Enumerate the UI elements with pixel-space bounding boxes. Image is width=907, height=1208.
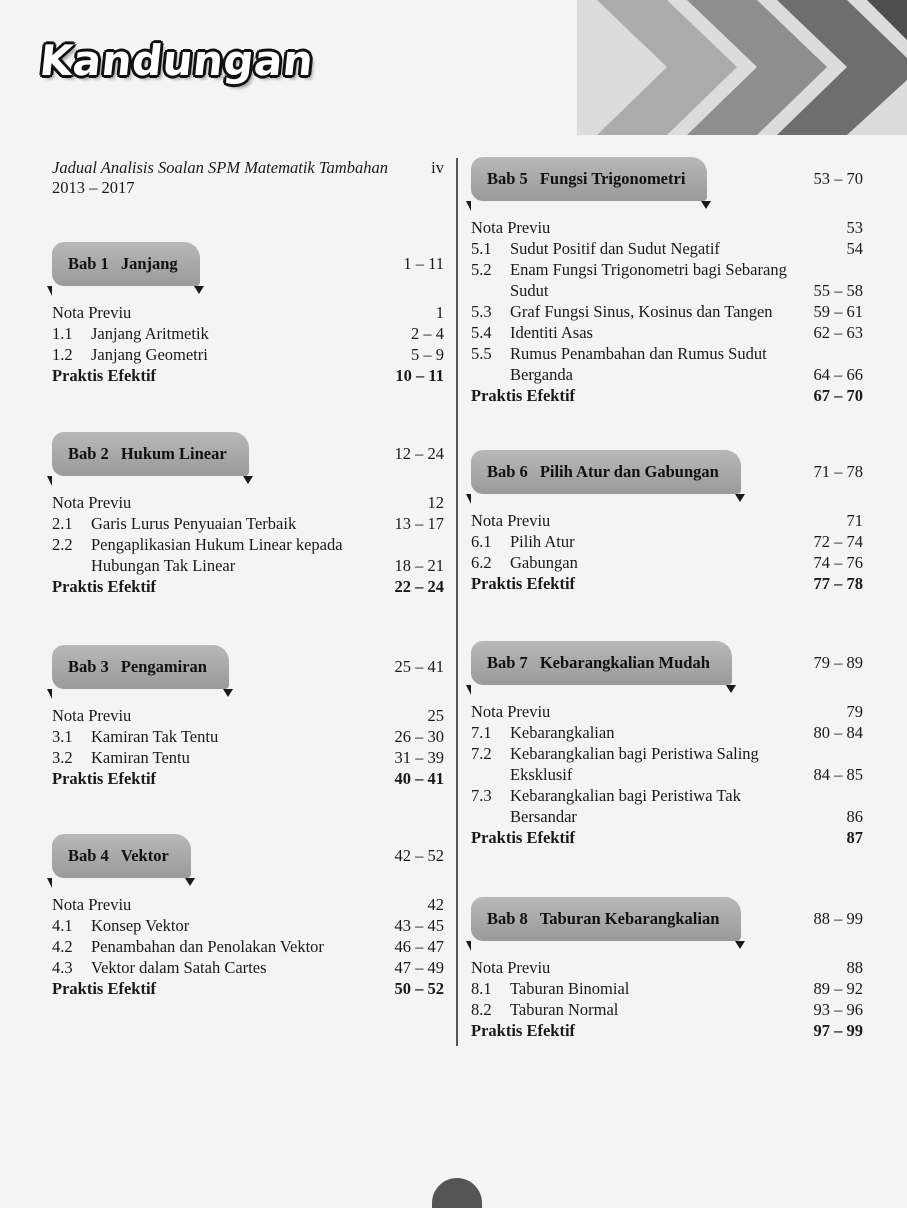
chapter-name: Hukum Linear bbox=[120, 444, 227, 463]
entry-label: Nota Previu bbox=[52, 706, 132, 725]
entry-number: 3.2 bbox=[52, 748, 73, 767]
chapter-heading[interactable] bbox=[471, 157, 707, 201]
toc-entry[interactable] bbox=[52, 768, 444, 789]
chapter-number: Bab 4 bbox=[68, 846, 109, 865]
entry-label: Kebarangkalian bagi Peristiwa Tak Bersandar bbox=[510, 786, 741, 826]
chapter-heading[interactable] bbox=[52, 432, 249, 476]
chapter-number: Bab 3 bbox=[68, 657, 109, 676]
entry-page: 64 – 66 bbox=[813, 365, 863, 384]
entry-number: 5.2 bbox=[471, 260, 492, 279]
toc-entry[interactable] bbox=[471, 722, 863, 743]
chapter-heading[interactable] bbox=[471, 450, 741, 494]
chapter-name: Kebarangkalian Mudah bbox=[539, 653, 710, 672]
chapter-heading[interactable] bbox=[471, 897, 741, 941]
entry-page: 72 – 74 bbox=[813, 532, 863, 551]
entry-page: 79 bbox=[846, 702, 863, 721]
entry-number: 7.2 bbox=[471, 744, 492, 763]
chapter-entries bbox=[471, 510, 863, 594]
column-divider bbox=[456, 158, 458, 1046]
entry-label: Praktis Efektif bbox=[52, 577, 157, 596]
chapter-heading[interactable] bbox=[52, 242, 200, 286]
entry-page: 40 – 41 bbox=[394, 769, 444, 788]
entry-label: Praktis Efektif bbox=[52, 769, 157, 788]
chapter-pages: 53 – 70 bbox=[813, 169, 863, 188]
entry-label: Janjang Aritmetik bbox=[91, 324, 209, 343]
entry-label: Pilih Atur bbox=[510, 532, 575, 551]
toc-entry[interactable] bbox=[52, 534, 444, 576]
entry-page: 1 bbox=[435, 303, 444, 322]
entry-label: Praktis Efektif bbox=[471, 1021, 576, 1040]
chapter-entries bbox=[52, 492, 444, 597]
entry-page: 53 bbox=[846, 218, 863, 237]
entry-page: 22 – 24 bbox=[394, 577, 444, 596]
entry-page: 88 bbox=[846, 958, 863, 977]
entry-label: Rumus Penambahan dan Rumus Sudut Berganda bbox=[510, 344, 767, 384]
toc-entry[interactable] bbox=[52, 492, 444, 513]
entry-label: Kamiran Tak Tentu bbox=[91, 727, 219, 746]
entry-number: 8.2 bbox=[471, 1000, 492, 1019]
entry-label: Kamiran Tentu bbox=[91, 748, 190, 767]
toc-entry[interactable] bbox=[471, 259, 863, 301]
chapter-number: Bab 5 bbox=[487, 169, 528, 188]
entry-page: 5 – 9 bbox=[411, 345, 444, 364]
intro-entry bbox=[52, 158, 444, 198]
chapter-block bbox=[52, 242, 444, 386]
entry-page: 67 – 70 bbox=[813, 386, 863, 405]
entry-page: 10 – 11 bbox=[395, 366, 444, 385]
entry-number: 2.1 bbox=[52, 514, 73, 533]
toc-entry[interactable] bbox=[471, 531, 863, 552]
entry-number: 4.2 bbox=[52, 937, 73, 956]
entry-label: Penambahan dan Penolakan Vektor bbox=[91, 937, 324, 956]
entry-label: Nota Previu bbox=[471, 511, 551, 530]
entry-label: Praktis Efektif bbox=[471, 574, 576, 593]
toc-entry[interactable] bbox=[52, 513, 444, 534]
entry-page: 84 – 85 bbox=[813, 765, 863, 784]
chapter-pages: 79 – 89 bbox=[813, 653, 863, 672]
entry-label: Kebarangkalian bbox=[510, 723, 615, 742]
chapter-entries bbox=[471, 957, 863, 1041]
intro-page: iv bbox=[431, 158, 444, 177]
entry-label: Praktis Efektif bbox=[52, 979, 157, 998]
toc-entry[interactable] bbox=[52, 344, 444, 365]
chapter-heading[interactable] bbox=[471, 641, 732, 685]
chapter-number: Bab 2 bbox=[68, 444, 109, 463]
entry-page: 31 – 39 bbox=[394, 748, 444, 767]
entry-page: 86 bbox=[846, 807, 863, 826]
entry-page: 89 – 92 bbox=[813, 979, 863, 998]
toc-entry[interactable] bbox=[52, 978, 444, 999]
chapter-name: Janjang bbox=[120, 254, 178, 273]
toc-entry[interactable] bbox=[471, 301, 863, 322]
toc-entry[interactable] bbox=[471, 343, 863, 385]
entry-label: Enam Fungsi Trigonometri bagi Sebarang Sudut bbox=[510, 260, 787, 300]
entry-label: Taburan Normal bbox=[510, 1000, 619, 1019]
chapter-name: Pilih Atur dan Gabungan bbox=[539, 462, 719, 481]
entry-number: 1.2 bbox=[52, 345, 73, 364]
entry-label: Konsep Vektor bbox=[91, 916, 190, 935]
chapter-pages: 25 – 41 bbox=[394, 657, 444, 676]
chapter-block bbox=[471, 157, 863, 406]
entry-number: 5.4 bbox=[471, 323, 492, 342]
entry-page: 97 – 99 bbox=[813, 1021, 863, 1040]
entry-label: Vektor dalam Satah Cartes bbox=[91, 958, 267, 977]
entry-number: 6.1 bbox=[471, 532, 492, 551]
entry-label: Nota Previu bbox=[471, 958, 551, 977]
entry-page: 59 – 61 bbox=[813, 302, 863, 321]
chapter-block bbox=[471, 641, 863, 848]
toc-entry[interactable] bbox=[471, 1020, 863, 1041]
entry-page: 43 – 45 bbox=[394, 916, 444, 935]
entry-label: Pengaplikasian Hukum Linear kepada Hubungan Tak Linear bbox=[91, 535, 343, 575]
entry-number: 7.1 bbox=[471, 723, 492, 742]
entry-label: Nota Previu bbox=[52, 493, 132, 512]
entry-page: 18 – 21 bbox=[394, 556, 444, 575]
toc-entry[interactable] bbox=[471, 217, 863, 238]
toc-entry[interactable] bbox=[471, 978, 863, 999]
entry-label: Praktis Efektif bbox=[471, 828, 576, 847]
toc-entry[interactable] bbox=[471, 957, 863, 978]
entry-number: 8.1 bbox=[471, 979, 492, 998]
entry-page: 13 – 17 bbox=[394, 514, 444, 533]
entry-page: 77 – 78 bbox=[813, 574, 863, 593]
entry-page: 12 bbox=[427, 493, 444, 512]
toc-entry[interactable] bbox=[471, 552, 863, 573]
entry-number: 5.1 bbox=[471, 239, 492, 258]
chapter-number: Bab 7 bbox=[487, 653, 528, 672]
entry-page: 62 – 63 bbox=[813, 323, 863, 342]
toc-entry[interactable] bbox=[52, 957, 444, 978]
chapter-entries bbox=[52, 705, 444, 789]
entry-label: Graf Fungsi Sinus, Kosinus dan Tangen bbox=[510, 302, 773, 321]
entry-number: 7.3 bbox=[471, 786, 492, 805]
entry-number: 5.3 bbox=[471, 302, 492, 321]
toc-entry[interactable] bbox=[471, 999, 863, 1020]
entry-number: 4.3 bbox=[52, 958, 73, 977]
chapter-heading[interactable] bbox=[52, 645, 229, 689]
entry-label: Identiti Asas bbox=[510, 323, 593, 342]
page-title: Kandungan bbox=[37, 36, 317, 85]
chapter-number: Bab 8 bbox=[487, 909, 528, 928]
entry-page: 25 bbox=[427, 706, 444, 725]
chapter-name: Taburan Kebarangkalian bbox=[539, 909, 720, 928]
chapter-pages: 1 – 11 bbox=[403, 254, 444, 273]
entry-page: 55 – 58 bbox=[813, 281, 863, 300]
chapter-block bbox=[52, 645, 444, 789]
toc-entry[interactable] bbox=[471, 510, 863, 531]
entry-number: 1.1 bbox=[52, 324, 73, 343]
entry-label: Nota Previu bbox=[471, 218, 551, 237]
toc-entry[interactable] bbox=[52, 576, 444, 597]
entry-page: 46 – 47 bbox=[394, 937, 444, 956]
chapter-pages: 71 – 78 bbox=[813, 462, 863, 481]
entry-label: Janjang Geometri bbox=[91, 345, 208, 364]
chapter-pages: 12 – 24 bbox=[394, 444, 444, 463]
chapter-block bbox=[52, 432, 444, 597]
toc-entry[interactable] bbox=[471, 385, 863, 406]
entry-label: Kebarangkalian bagi Peristiwa Saling Eksklusif bbox=[510, 744, 759, 784]
entry-page: 71 bbox=[846, 511, 863, 530]
chapter-block bbox=[52, 834, 444, 999]
intro-years: 2013 – 2017 bbox=[52, 178, 135, 197]
chapter-heading[interactable] bbox=[52, 834, 191, 878]
chapter-entries bbox=[471, 701, 863, 848]
chapter-pages: 88 – 99 bbox=[813, 909, 863, 928]
entry-label: Nota Previu bbox=[471, 702, 551, 721]
chapter-block bbox=[471, 450, 863, 594]
toc-entry[interactable] bbox=[52, 705, 444, 726]
entry-page: 50 – 52 bbox=[394, 979, 444, 998]
toc-entry[interactable] bbox=[52, 915, 444, 936]
toc-entry[interactable] bbox=[52, 894, 444, 915]
chapter-entries bbox=[471, 217, 863, 406]
entry-page: 26 – 30 bbox=[394, 727, 444, 746]
entry-label: Sudut Positif dan Sudut Negatif bbox=[510, 239, 720, 258]
chapter-number: Bab 1 bbox=[68, 254, 109, 273]
chapter-pages: 42 – 52 bbox=[394, 846, 444, 865]
entry-label: Nota Previu bbox=[52, 303, 132, 322]
entry-page: 87 bbox=[846, 828, 863, 847]
chevron-decoration bbox=[577, 0, 907, 135]
chapter-entries bbox=[52, 302, 444, 386]
entry-page: 93 – 96 bbox=[813, 1000, 863, 1019]
toc-entry[interactable] bbox=[471, 573, 863, 594]
entry-page: 42 bbox=[427, 895, 444, 914]
entry-page: 80 – 84 bbox=[813, 723, 863, 742]
entry-label: Taburan Binomial bbox=[510, 979, 630, 998]
toc-entry[interactable] bbox=[52, 365, 444, 386]
entry-label: Praktis Efektif bbox=[471, 386, 576, 405]
entry-label: Nota Previu bbox=[52, 895, 132, 914]
entry-number: 3.1 bbox=[52, 727, 73, 746]
entry-label: Praktis Efektif bbox=[52, 366, 157, 385]
intro-title: Jadual Analisis Soalan SPM Matematik Tambahan bbox=[52, 158, 388, 177]
chapter-block bbox=[471, 897, 863, 1041]
entry-number: 2.2 bbox=[52, 535, 73, 554]
toc-entry[interactable] bbox=[52, 936, 444, 957]
chapter-entries bbox=[52, 894, 444, 999]
entry-number: 5.5 bbox=[471, 344, 492, 363]
toc-entry[interactable] bbox=[471, 785, 863, 827]
chapter-number: Bab 6 bbox=[487, 462, 528, 481]
toc-entry[interactable] bbox=[52, 302, 444, 323]
entry-label: Garis Lurus Penyuaian Terbaik bbox=[91, 514, 297, 533]
entry-number: 6.2 bbox=[471, 553, 492, 572]
entry-page: 47 – 49 bbox=[394, 958, 444, 977]
entry-label: Gabungan bbox=[510, 553, 578, 572]
entry-page: 2 – 4 bbox=[411, 324, 444, 343]
entry-number: 4.1 bbox=[52, 916, 73, 935]
page-tab-decoration bbox=[432, 1178, 482, 1208]
toc-entry[interactable] bbox=[52, 747, 444, 768]
entry-page: 74 – 76 bbox=[813, 553, 863, 572]
toc-entry[interactable] bbox=[52, 323, 444, 344]
chapter-name: Pengamiran bbox=[120, 657, 207, 676]
toc-entry[interactable] bbox=[471, 701, 863, 722]
toc-entry[interactable] bbox=[471, 322, 863, 343]
toc-entry[interactable] bbox=[471, 238, 863, 259]
chapter-name: Fungsi Trigonometri bbox=[539, 169, 686, 188]
toc-entry[interactable] bbox=[471, 743, 863, 785]
toc-entry[interactable] bbox=[52, 726, 444, 747]
toc-entry[interactable] bbox=[471, 827, 863, 848]
entry-page: 54 bbox=[846, 239, 863, 258]
chapter-name: Vektor bbox=[120, 846, 169, 865]
